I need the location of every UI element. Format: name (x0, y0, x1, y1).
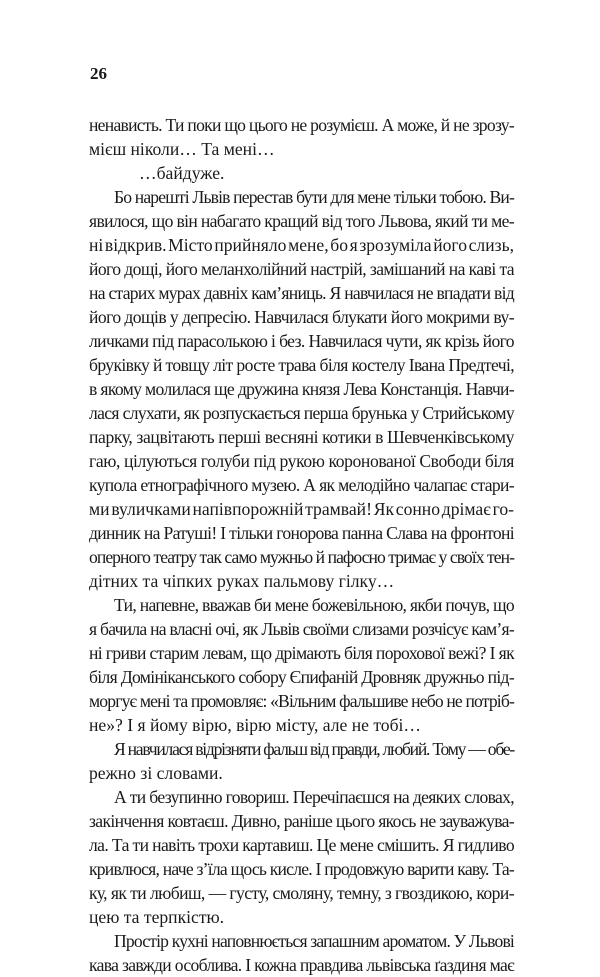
text-line: личками під парасолькою і без. Навчилася чути, як крізь його (89, 331, 514, 351)
text-line: Простір кухні наповнюється запашним ароматом. У Львові (114, 931, 514, 951)
text-line: ненависть. Ти поки що цього не розумієш. А може, й не зрозу- (89, 115, 514, 135)
text-line: мієш ніколи… Та мені… (89, 139, 275, 159)
text-line: режно зі словами. (89, 763, 223, 783)
text-line: я бачила на власні очі, як Львів своїми слизами розчісує кам’я- (89, 619, 514, 639)
text-line: …байдуже. (139, 163, 225, 183)
text-line: цею та терпкістю. (89, 907, 225, 927)
text-line: ла. Та ти навіть трохи картавиш. Це мене смішить. Я гидливо (89, 835, 514, 855)
text-line: кривлюся, наче з’їла щось кисле. І продовжую варити каву. Та- (89, 859, 514, 879)
text-line: закінчення ковтаєш. Дивно, раніше цього якось не зауважува- (89, 811, 514, 831)
text-line: його дощів у депресію. Навчилася блукати його мокрими ву- (89, 307, 515, 327)
text-line: кава завжди особлива. І кожна правдива львівська ґаздиня має (89, 955, 514, 975)
text-line: бруківку й товщу літ росте трава біля костелу Івана Предтечі, (89, 355, 514, 375)
text-line: динник на Ратуші! І тільки гонорова панна Слава на фронтоні (89, 523, 514, 543)
text-line: в якому молилася ще дружина князя Лева Констанція. Навчи- (89, 379, 514, 399)
body-text (89, 113, 514, 977)
text-line: на старих мурах давніх кам’яниць. Я навчилася не впадати від (89, 283, 514, 303)
text-line: його дощі, його меланхолійний настрій, замішаний на каві та (89, 259, 514, 279)
paragraph-4 (89, 593, 514, 737)
paragraph-7 (89, 929, 514, 977)
text-line: дітних та чіпких руках пальмову гілку… (89, 571, 395, 591)
text-line: ми вуличками напівпорожній трамвай! Як сонно дрімає го- (89, 499, 514, 519)
paragraph-3 (89, 185, 514, 593)
text-line: Я навчилася відрізняти фальш від правди, любий. Тому — обе- (114, 739, 514, 759)
text-line: оперного театру так само мужньо й пафосно тримає у своїх тен- (89, 547, 514, 567)
paragraph-6 (89, 785, 514, 929)
paragraph-1 (89, 113, 514, 161)
text-line: ні відкрив. Місто прийняло мене, бо я зрозуміла його слизь, (89, 235, 514, 255)
text-line: ку, як ти любиш, — густу, смоляну, темну, з гвоздикою, кори- (89, 883, 514, 903)
text-line: парку, зацвітають перші весняні котики в Шевченківському (89, 427, 514, 447)
text-line: купола етнографічного музею. А як мелодійно чалапає стари- (89, 475, 514, 495)
text-line: моргує мені та промовляє: «Вільним фальшиве небо не потріб- (89, 691, 514, 711)
text-line: гаю, цілуються голуби під рукою коронованої Свободи біля (89, 451, 514, 471)
text-line: біля Домініканського собору Єпифаній Дровняк дружньо під- (89, 667, 514, 687)
text-line: Ти, напевне, вважав би мене божевільною, якби почув, що (114, 595, 514, 615)
text-line: явилося, що він набагато кращий від того Львова, який ти ме- (89, 211, 514, 231)
text-line: не»? І я йому вірю, вірю місту, але не тобі… (89, 715, 422, 735)
text-line: А ти безупинно говориш. Перечіпаєшся на деяких словах, (114, 787, 514, 807)
text-line: ні гриви старим левам, що дрімають біля порохової вежі? І як (89, 643, 514, 663)
paragraph-5 (89, 737, 514, 785)
text-line: Бо нарешті Львів перестав бути для мене тільки тобою. Ви- (114, 187, 514, 207)
paragraph-2 (89, 161, 514, 185)
page-number: 26 (90, 64, 107, 83)
text-line: лася слухати, як розпускається перша брунька у Стрийському (89, 403, 514, 423)
